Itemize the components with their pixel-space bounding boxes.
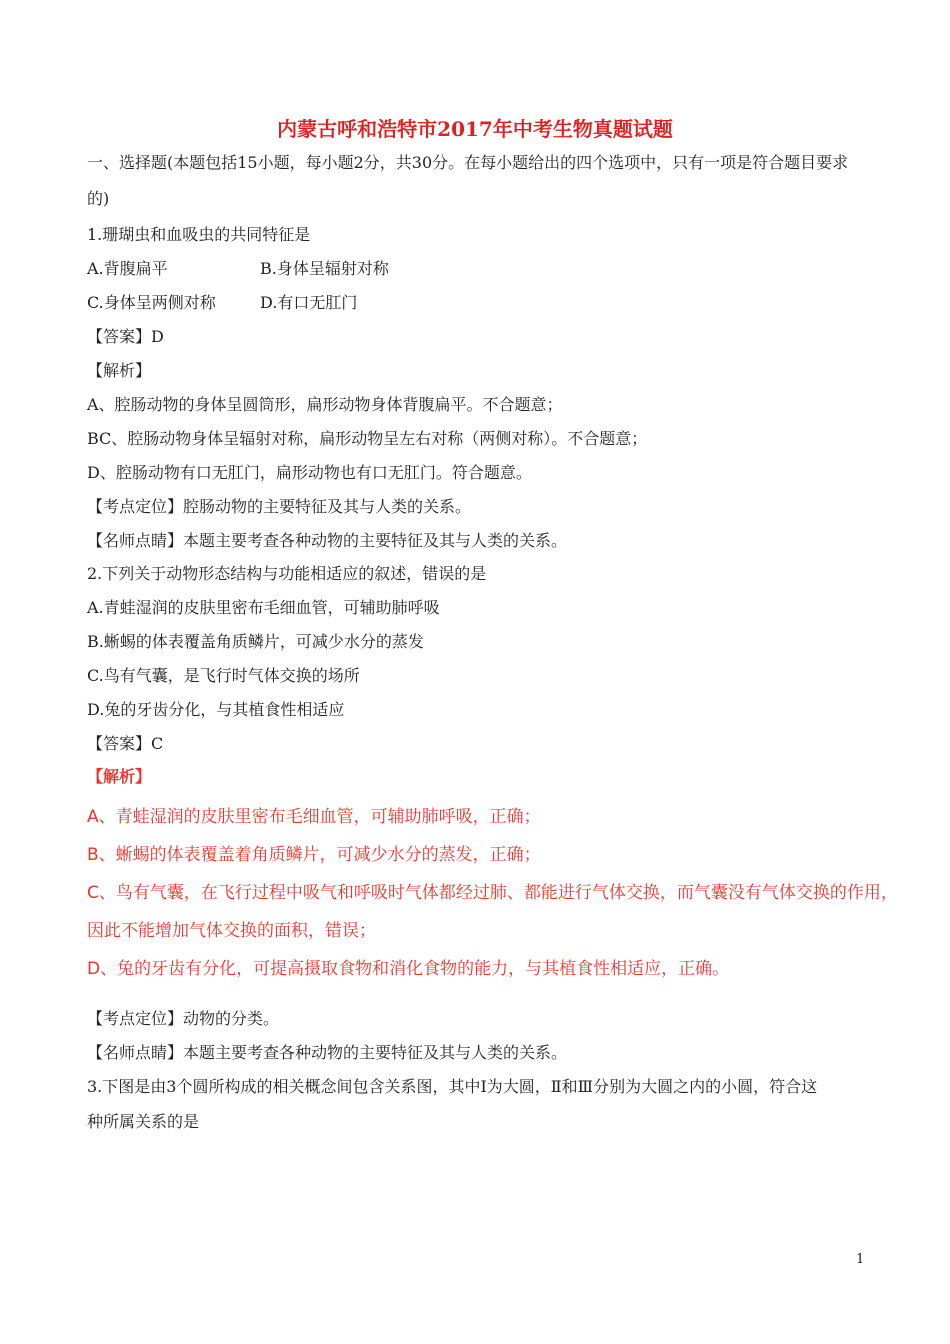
question-1-option-d: D.有口无肛门 (260, 293, 358, 312)
question-1-teacher-note: 【名师点睛】本题主要考查各种动物的主要特征及其与人类的关系。 (87, 531, 568, 550)
question-2-analysis-d: D、兔的牙齿有分化，可提高摄取食物和消化食物的能力，与其植食性相适应，正确。 (87, 959, 730, 979)
question-1-key-point: 【考点定位】腔肠动物的主要特征及其与人类的关系。 (87, 497, 472, 516)
question-1-answer: 【答案】D (87, 327, 164, 346)
question-2-option-d: D.兔的牙齿分化，与其植食性相适应 (87, 700, 345, 719)
question-1-stem: 1.珊瑚虫和血吸虫的共同特征是 (87, 225, 311, 244)
question-2-option-a: A.青蛙湿润的皮肤里密布毛细血管，可辅助肺呼吸 (87, 598, 440, 617)
question-1-option-a: A.背腹扁平 (87, 259, 168, 278)
question-1-analysis-a: A、腔肠动物的身体呈圆筒形，扁形动物身体背腹扁平。不合题意； (87, 395, 563, 414)
section-heading-line-2: 的) (87, 189, 110, 208)
question-2-analysis-a: A、青蛙湿润的皮肤里密布毛细血管，可辅助肺呼吸，正确； (87, 807, 541, 827)
question-1-analysis-d: D、腔肠动物有口无肛门，扁形动物也有口无肛门。符合题意。 (87, 463, 532, 482)
question-2-analysis-c-line-1: C、鸟有气囊，在飞行过程中吸气和呼吸时气体都经过肺、都能进行气体交换，而气囊没有气体交换的作用， (87, 883, 898, 903)
page-number: 1 (856, 1252, 865, 1267)
section-heading-line-1: 一、选择题(本题包括15小题，每小题2分，共30分。在每小题给出的四个选项中，只有一项是符合题目要求 (87, 153, 849, 172)
question-1-option-b: B.身体呈辐射对称 (260, 259, 389, 278)
question-2-teacher-note: 【名师点睛】本题主要考查各种动物的主要特征及其与人类的关系。 (87, 1043, 568, 1062)
question-3-stem-line-1: 3.下图是由3个圆所构成的相关概念间包含关系图，其中Ⅰ为大圆，Ⅱ和Ⅲ分别为大圆之内的小圆，符合这 (87, 1077, 818, 1096)
question-2-analysis-label: 【解析】 (87, 767, 152, 786)
question-2-analysis-c-line-2: 因此不能增加气体交换的面积，错误； (87, 921, 376, 941)
page-title: 内蒙古呼和浩特市2017年中考生物真题试题 (277, 117, 673, 141)
question-2-analysis-b: B、蜥蜴的体表覆盖着角质鳞片，可减少水分的蒸发，正确； (87, 845, 541, 865)
question-1-analysis-label: 【解析】 (87, 361, 152, 380)
question-2-stem: 2.下列关于动物形态结构与功能相适应的叙述，错误的是 (87, 564, 487, 583)
question-2-option-b: B.蜥蜴的体表覆盖角质鳞片，可减少水分的蒸发 (87, 632, 424, 651)
question-2-answer: 【答案】C (87, 734, 164, 753)
question-1-option-c: C.身体呈两侧对称 (87, 293, 216, 312)
question-1-analysis-bc: BC、腔肠动物身体呈辐射对称，扁形动物呈左右对称（两侧对称）。不合题意； (87, 429, 648, 448)
question-2-key-point: 【考点定位】动物的分类。 (87, 1009, 280, 1028)
question-3-stem-line-2: 种所属关系的是 (87, 1112, 200, 1131)
question-2-option-c: C.鸟有气囊，是飞行时气体交换的场所 (87, 666, 360, 685)
